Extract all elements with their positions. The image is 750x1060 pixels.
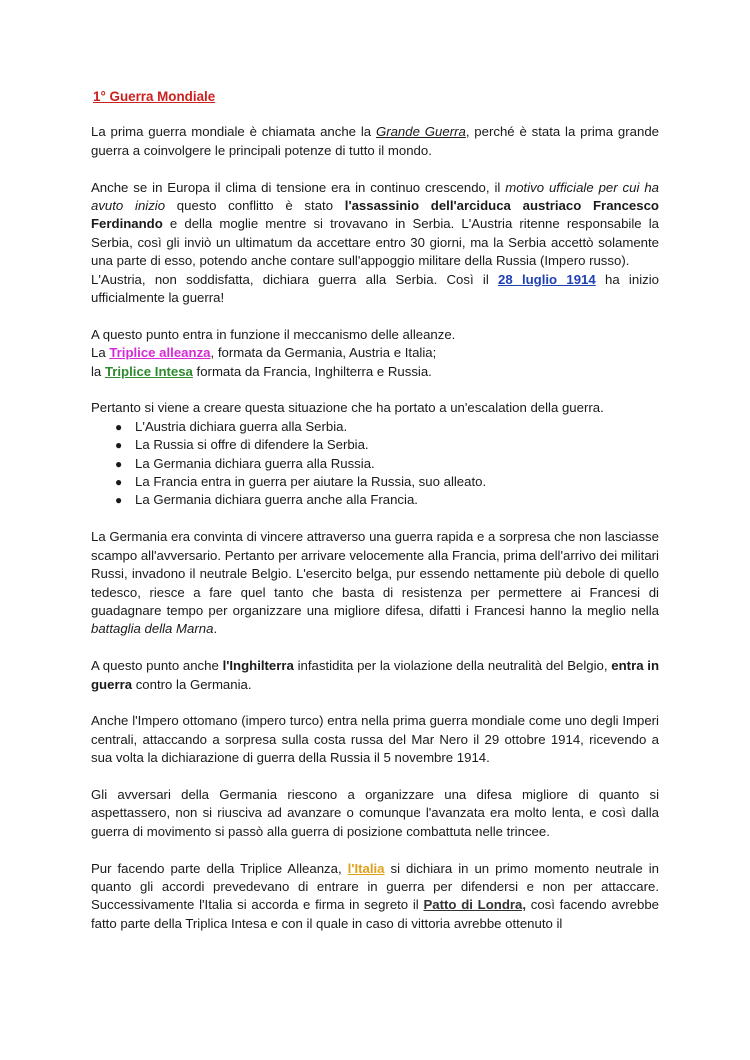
triplice-intesa-highlight: Triplice Intesa <box>104 363 193 379</box>
list-item-text: La Russia si offre di difendere la Serbia. <box>135 437 369 453</box>
paragraph-italy <box>91 860 659 934</box>
text-span: questo conflitto è stato <box>165 198 345 214</box>
patto-di-londra-highlight: Patto di Londra, <box>423 897 526 913</box>
text-span: L'Austria, non soddisfatta, dichiara guerra alla Serbia. Così il <box>91 271 499 287</box>
bullet-icon: ● <box>115 475 123 490</box>
text-span: e della moglie mentre si trovavano in Serbia. L'Austria ritenne responsabile la Serbia, così gli inviò un ultimatum da accettare entro 30 giorni, ma la Serbia accettò solamente una parte di esso, potendo anche contare sull'appoggio militare della Russia (Impero russo). <box>91 216 659 269</box>
document-title: 1° Guerra Mondiale <box>93 89 216 104</box>
paragraph-ottoman: Anche l'Impero ottomano (impero turco) entra nella prima guerra mondiale come uno degli Imperi centrali, attaccando a sorpresa sulla costa russa del Mar Nero il 29 ottobre 1914, ricevendo a sua volta la dichiarazione di guerra della Russia il 5 novembre 1914. <box>91 713 659 766</box>
text-span: infastidita per la violazione della neutralità del Belgio, <box>293 658 612 674</box>
list-item <box>115 473 659 491</box>
paragraph-declaration <box>91 271 659 308</box>
list-item-text: La Germania dichiara guerra anche alla Francia. <box>135 492 418 508</box>
assassination-bold: l'assassinio dell'arciduca austriaco Francesco Ferdinando <box>91 198 659 232</box>
grande-guerra-term: Grande Guerra <box>375 124 466 140</box>
paragraph-trenches: Gli avversari della Germania riescono a organizzare una difesa migliore di quanto si aspettassero, non si riusciva ad avanzare o comunque l'avanzata era molto lenta, e così dalla guerra di movimento si passò alla guerra di posizione combattuta nelle trincee. <box>91 786 659 839</box>
bullet-icon: ● <box>115 438 123 453</box>
text-span: così facendo avrebbe fatto parte della Triplica Intesa e con il quale in caso di vittoria avrebbe ottenuto il <box>91 897 659 931</box>
italia-highlight: l'Italia <box>347 860 385 876</box>
escalation-list <box>91 418 659 510</box>
list-item-text: L'Austria dichiara guerra alla Serbia. <box>135 418 348 434</box>
text-span: La prima guerra mondiale è chiamata anche la <box>91 124 376 140</box>
marna-italic: battaglia della Marna <box>91 621 214 637</box>
text-span: La <box>91 345 110 361</box>
list-item <box>115 418 659 436</box>
paragraph-grande-guerra <box>91 123 659 160</box>
list-item <box>115 455 659 473</box>
text-span: Anche se in Europa il clima di tensione era in continuo crescendo, il <box>91 179 506 195</box>
text-span: contro la Germania. <box>132 676 252 692</box>
text-span: si dichiara in un primo momento neutrale in quanto gli accordi prevedevano di entrare in guerra per difendersi e non per attaccare. Successivamente l'Italia si accorda e firma in segreto il <box>91 860 659 913</box>
text-span: . <box>213 621 218 637</box>
paragraph-alliances <box>91 326 659 381</box>
bullet-icon: ● <box>115 493 123 508</box>
text-span: la <box>91 363 105 379</box>
italic-span: motivo ufficiale per cui ha avuto inizio <box>91 179 659 214</box>
inghilterra-bold: l'Inghilterra <box>222 658 294 674</box>
list-item-text: La Germania dichiara guerra alla Russia. <box>135 455 375 471</box>
bullet-icon: ● <box>115 419 123 434</box>
list-item <box>115 491 659 509</box>
date-highlight: 28 luglio 1914 <box>498 271 596 287</box>
text-span: Pur facendo parte della Triplice Alleanza, <box>91 860 348 876</box>
paragraph-escalation-intro: Pertanto si viene a creare questa situazione che ha portato a un'escalation della guerra. <box>91 400 604 416</box>
list-item-text: La Francia entra in guerra per aiutare la Russia, suo alleato. <box>135 474 487 490</box>
text-span: , formata da Germania, Austria e Italia; <box>210 345 437 361</box>
bullet-icon: ● <box>115 456 123 471</box>
text-span: formata da Francia, Inghilterra e Russia. <box>192 363 432 379</box>
text-span: A questo punto entra in funzione il meccanismo delle alleanze. <box>91 326 456 342</box>
paragraph-cause <box>91 179 659 271</box>
paragraph-england <box>91 657 659 694</box>
text-span: , perché è stata la prima grande guerra a coinvolgere le principali potenze di tutto il mondo. <box>91 124 659 158</box>
triplice-alleanza-highlight: Triplice alleanza <box>109 345 211 361</box>
text-span: La Germania era convinta di vincere attraverso una guerra rapida e a sorpresa che non lasciasse scampo all'avversario. Pertanto per arrivare velocemente alla Francia, prima dell'arrivo dei militari Russi, invadono il neutrale Belgio. L'esercito belga, pur essendo nettamente più debole di quello tedesco, riesce a fare quel tanto che basta di resistenza per permettere ai Francesi di guadagnare tempo per organizzare una migliore difesa, difatti i Francesi hanno la meglio nella <box>91 529 659 618</box>
text-span: A questo punto anche <box>91 658 223 674</box>
paragraph-belgium <box>91 528 659 638</box>
list-item <box>115 436 659 454</box>
text-span: ha inizio ufficialmente la guerra! <box>91 271 659 306</box>
entra-in-guerra-bold: entra in guerra <box>91 658 660 692</box>
